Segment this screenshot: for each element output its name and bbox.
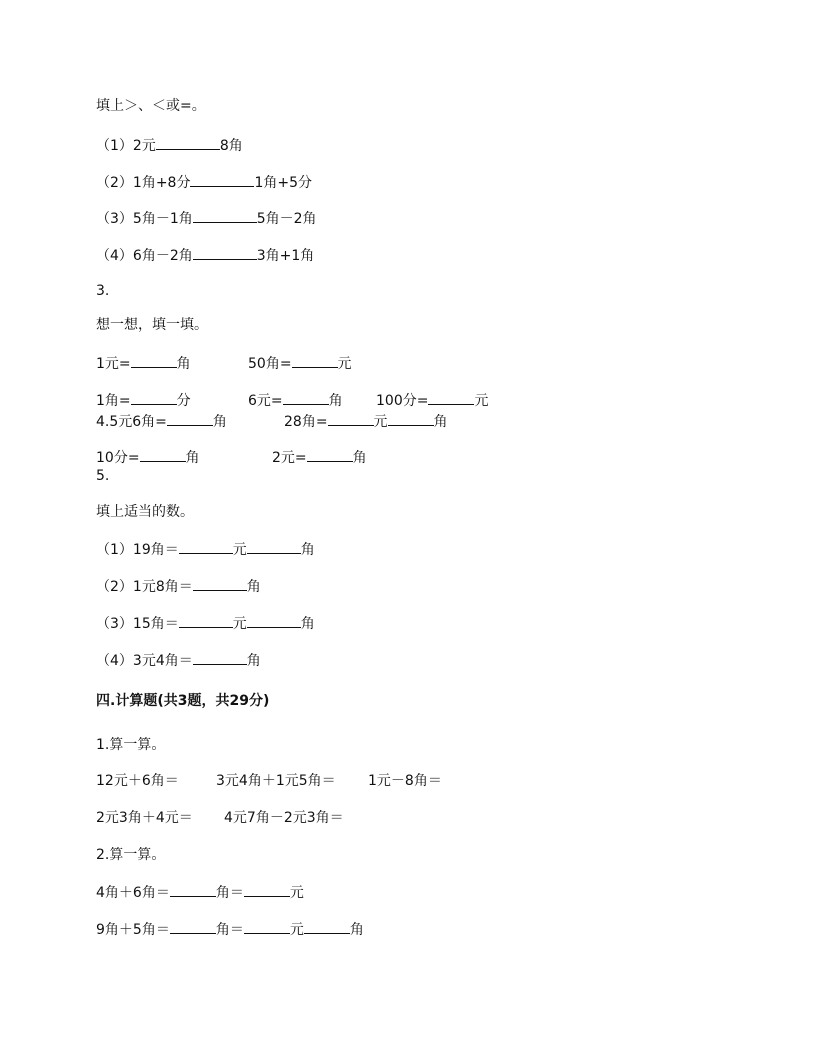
q3-row-1 (96, 353, 696, 371)
fill-item: 6元= 角 (248, 390, 343, 410)
question-number-5: 5. (96, 468, 110, 484)
answer-blank[interactable] (247, 613, 301, 628)
compare-left: （3）5角－1角 (96, 211, 193, 227)
answer-blank[interactable] (244, 919, 290, 934)
answer-blank[interactable] (170, 882, 216, 897)
answer-blank[interactable] (193, 245, 257, 260)
calc-q2-line-1: 4角＋6角＝ 角＝ 元 (96, 882, 304, 902)
answer-blank[interactable] (328, 411, 374, 426)
answer-blank[interactable] (244, 882, 290, 897)
compare-left: （4）6角－2角 (96, 248, 193, 264)
q3-row-4 (96, 447, 696, 465)
answer-blank[interactable] (131, 390, 177, 405)
question-number-3: 3. (96, 283, 110, 299)
fill-item: 2元= 角 (272, 447, 367, 467)
compare-item-1 (96, 135, 243, 155)
compare-left: （1）2元 (96, 138, 156, 154)
q5-prompt: 填上适当的数。 (96, 504, 194, 520)
answer-blank[interactable] (193, 208, 257, 223)
answer-blank[interactable] (247, 539, 301, 554)
answer-blank[interactable] (388, 411, 434, 426)
fill-item: 10分= 角 (96, 447, 200, 467)
section-heading: 四.计算题(共3题，共29分) (96, 693, 270, 709)
answer-blank[interactable] (304, 919, 350, 934)
calc-expression: 2元3角＋4元＝ (96, 810, 193, 826)
q5-item-3: （3）15角＝ 元 角 (96, 613, 315, 633)
compare-right: 8角 (219, 138, 243, 154)
q3-row-3 (96, 411, 696, 429)
calc-q2-title: 2.算一算。 (96, 847, 166, 863)
q5-item-2: （2）1元8角＝ 角 (96, 576, 261, 596)
calc-expression: 1元－8角＝ (368, 773, 442, 789)
q5-item-1: （1）19角＝ 元 角 (96, 539, 315, 559)
answer-blank[interactable] (283, 390, 329, 405)
answer-blank[interactable] (131, 353, 177, 368)
fill-item: 4.5元6角= 角 (96, 411, 227, 431)
compare-right: 5角－2角 (256, 211, 317, 227)
fill-item: 1元= 角 (96, 353, 191, 373)
calc-q2-line-2: 9角＋5角＝ 角＝ 元 角 (96, 919, 364, 939)
calc-expression: 3元4角＋1元5角＝ (216, 773, 336, 789)
compare-item-2 (96, 172, 312, 192)
fill-item: 28角= 元 角 (284, 411, 448, 431)
answer-blank[interactable] (193, 576, 247, 591)
fill-item: 50角= 元 (248, 353, 352, 373)
q5-item-4: （4）3元4角＝ 角 (96, 650, 261, 670)
answer-blank[interactable] (193, 650, 247, 665)
calc-q1-row-1 (96, 772, 696, 790)
compare-right: 1角+5分 (254, 175, 312, 191)
compare-item-4 (96, 245, 314, 265)
answer-blank[interactable] (179, 613, 233, 628)
compare-right: 3角+1角 (256, 248, 315, 264)
answer-blank[interactable] (292, 353, 338, 368)
compare-prompt: 填上＞、＜或=。 (96, 98, 206, 114)
answer-blank[interactable] (140, 447, 186, 462)
calc-expression: 4元7角－2元3角＝ (224, 810, 344, 826)
calc-expression: 12元＋6角＝ (96, 773, 179, 789)
answer-blank[interactable] (170, 919, 216, 934)
answer-blank[interactable] (307, 447, 353, 462)
fill-item: 100分= 元 (376, 390, 488, 410)
answer-blank[interactable] (167, 411, 213, 426)
calc-q1-title: 1.算一算。 (96, 737, 166, 753)
fill-item: 1角= 分 (96, 390, 191, 410)
answer-blank[interactable] (428, 390, 474, 405)
answer-blank[interactable] (179, 539, 233, 554)
compare-item-3 (96, 208, 317, 228)
compare-left: （2）1角+8分 (96, 175, 191, 191)
answer-blank[interactable] (190, 172, 254, 187)
calc-q1-row-2 (96, 809, 696, 827)
q3-row-2 (96, 390, 696, 408)
q3-prompt: 想一想，填一填。 (96, 317, 208, 333)
answer-blank[interactable] (156, 135, 220, 150)
